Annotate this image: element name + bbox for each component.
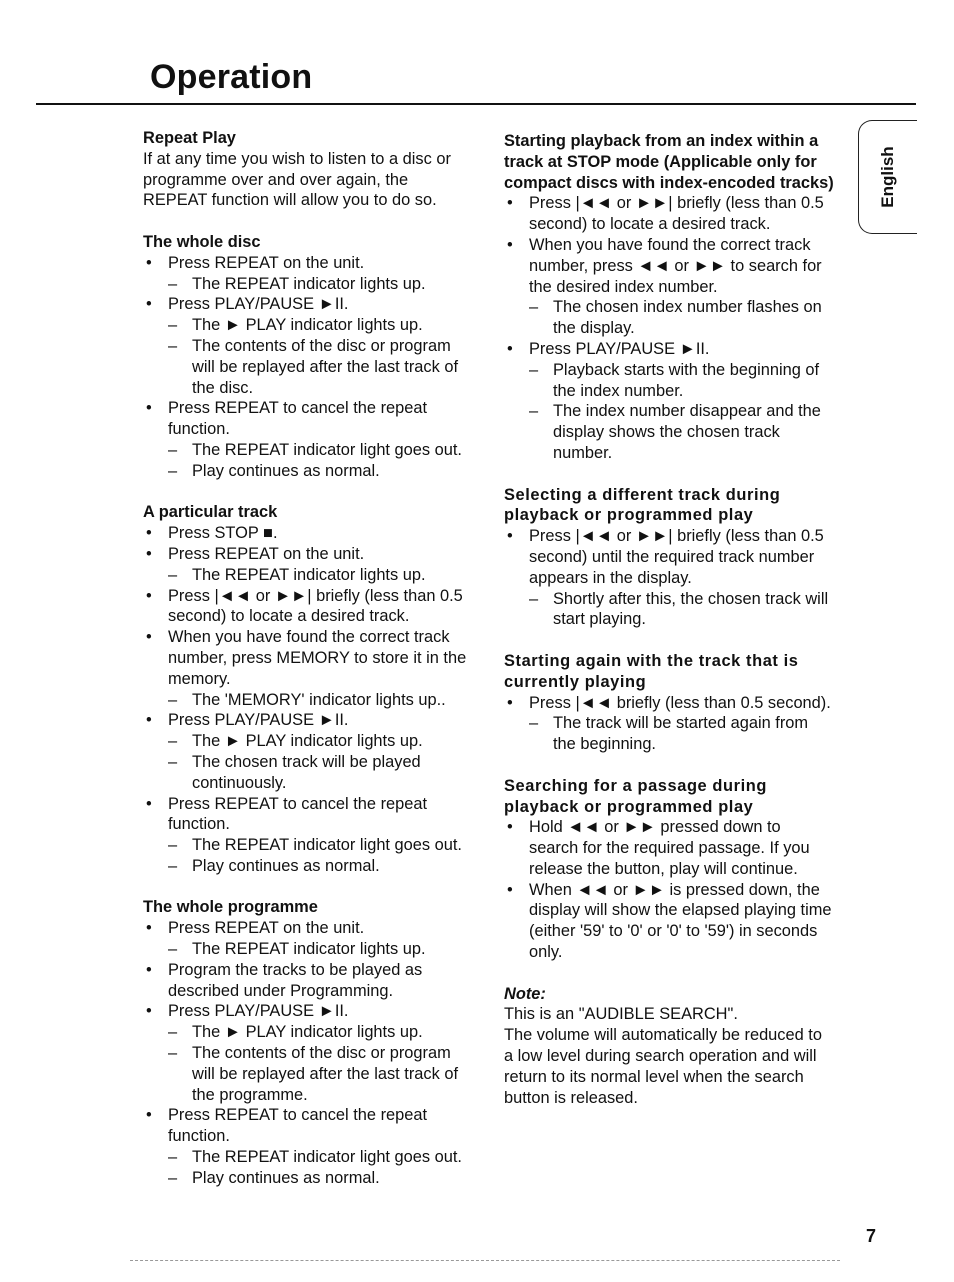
section-heading: The whole programme bbox=[143, 898, 318, 917]
spacer bbox=[143, 211, 475, 232]
page-number: 7 bbox=[866, 1226, 877, 1246]
bullet-item: • Press PLAY/PAUSE ►II. bbox=[143, 710, 475, 731]
bullet-item: • Press REPEAT to cancel the repeat function. bbox=[143, 1105, 475, 1147]
spacer bbox=[143, 877, 475, 898]
section-heading: Selecting a different track during playback or programmed play bbox=[504, 485, 781, 525]
paragraph: This is an "AUDIBLE SEARCH". bbox=[504, 1005, 738, 1024]
bullet-item: • Press REPEAT to cancel the repeat function. bbox=[143, 398, 475, 440]
bullet-item: • Press |◄◄ or ►►| briefly (less than 0.5 second) to locate a desired track. bbox=[143, 586, 475, 628]
dash-item: – Play continues as normal. bbox=[143, 1168, 475, 1189]
bullet-item: • Press REPEAT on the unit. bbox=[143, 918, 475, 939]
bullet-item: • Press REPEAT to cancel the repeat function. bbox=[143, 794, 475, 836]
spacer bbox=[504, 464, 834, 485]
page-title: Operation bbox=[150, 58, 313, 96]
dash-item: – Playback starts with the beginning of the index number. bbox=[504, 360, 834, 402]
bullet-item: • Press REPEAT on the unit. bbox=[143, 253, 475, 274]
spacer bbox=[143, 482, 475, 503]
bullet-item: • Press PLAY/PAUSE ►II. bbox=[143, 294, 475, 315]
dash-item: – The REPEAT indicator lights up. bbox=[143, 939, 475, 960]
dash-item: – The REPEAT indicator lights up. bbox=[143, 274, 475, 295]
title-rule bbox=[36, 103, 916, 105]
dash-item: – The REPEAT indicator light goes out. bbox=[143, 440, 475, 461]
bullet-item: • Press PLAY/PAUSE ►II. bbox=[504, 339, 834, 360]
dash-item: – Play continues as normal. bbox=[143, 461, 475, 482]
section-heading: Searching for a passage during playback or programmed play bbox=[504, 776, 768, 816]
dash-item: – The REPEAT indicator lights up. bbox=[143, 565, 475, 586]
bullet-item: • When you have found the correct track number, press MEMORY to store it in the memory. bbox=[143, 627, 475, 689]
dash-item: – The ► PLAY indicator lights up. bbox=[143, 1022, 475, 1043]
dash-item: – The contents of the disc or program will be replayed after the last track of the programme. bbox=[143, 1043, 475, 1105]
right-column bbox=[504, 131, 834, 1108]
paragraph: If at any time you wish to listen to a disc or programme over and over again, the REPEAT function will allow you to do so. bbox=[143, 149, 451, 210]
bullet-item: • When you have found the correct track number, press ◄◄ or ►► to search for the desired index number. bbox=[504, 235, 834, 297]
scan-artifact-line bbox=[130, 1260, 840, 1261]
dash-item: – The REPEAT indicator light goes out. bbox=[143, 1147, 475, 1168]
section-heading: Starting playback from an index within a track at STOP mode (Applicable only for compact discs with index-encoded tracks) bbox=[504, 132, 834, 192]
bullet-item: • Press PLAY/PAUSE ►II. bbox=[143, 1001, 475, 1022]
section-heading: Repeat Play bbox=[143, 129, 236, 147]
dash-item: – The contents of the disc or program will be replayed after the last track of the disc. bbox=[143, 336, 475, 398]
spacer bbox=[504, 963, 834, 984]
bullet-item: • Press |◄◄ or ►►| briefly (less than 0.5 second) to locate a desired track. bbox=[504, 193, 834, 235]
dash-item: – The 'MEMORY' indicator lights up.. bbox=[143, 690, 475, 711]
language-tab bbox=[858, 120, 917, 234]
bullet-item: • Hold ◄◄ or ►► pressed down to search for the required passage. If you release the button, play will continue. bbox=[504, 817, 834, 879]
section-heading: A particular track bbox=[143, 503, 278, 522]
section-heading: The whole disc bbox=[143, 232, 261, 251]
dash-item: – Play continues as normal. bbox=[143, 856, 475, 877]
bullet-item: • When ◄◄ or ►► is pressed down, the display will show the elapsed playing time (either '59' to '0' or '0' to '59') in seconds only. bbox=[504, 880, 834, 963]
dash-item: – The REPEAT indicator light goes out. bbox=[143, 835, 475, 856]
bullet-item: • Press STOP ■. bbox=[143, 523, 475, 544]
paragraph: The volume will automatically be reduced to a low level during search operation and will return to its normal level when the search button is released. bbox=[504, 1026, 822, 1107]
section-heading: Starting again with the track that is currently playing bbox=[504, 651, 799, 691]
bullet-item: • Press REPEAT on the unit. bbox=[143, 544, 475, 565]
bullet-item: • Program the tracks to be played as described under Programming. bbox=[143, 960, 475, 1002]
dash-item: – The chosen index number flashes on the display. bbox=[504, 297, 834, 339]
left-column bbox=[143, 128, 475, 1189]
dash-item: – The ► PLAY indicator lights up. bbox=[143, 731, 475, 752]
dash-item: – The chosen track will be played continuously. bbox=[143, 752, 475, 794]
spacer bbox=[504, 630, 834, 651]
spacer bbox=[504, 755, 834, 776]
bullet-item: • Press |◄◄ or ►►| briefly (less than 0.5 second) until the required track number appears in the display. bbox=[504, 526, 834, 588]
dash-item: – The track will be started again from the beginning. bbox=[504, 713, 834, 755]
bullet-item: • Press |◄◄ briefly (less than 0.5 second). bbox=[504, 693, 834, 714]
dash-item: – The ► PLAY indicator lights up. bbox=[143, 315, 475, 336]
note-label: Note: bbox=[504, 984, 546, 1003]
dash-item: – The index number disappear and the display shows the chosen track number. bbox=[504, 401, 834, 463]
dash-item: – Shortly after this, the chosen track will start playing. bbox=[504, 589, 834, 631]
language-tab-label: English bbox=[878, 146, 897, 208]
